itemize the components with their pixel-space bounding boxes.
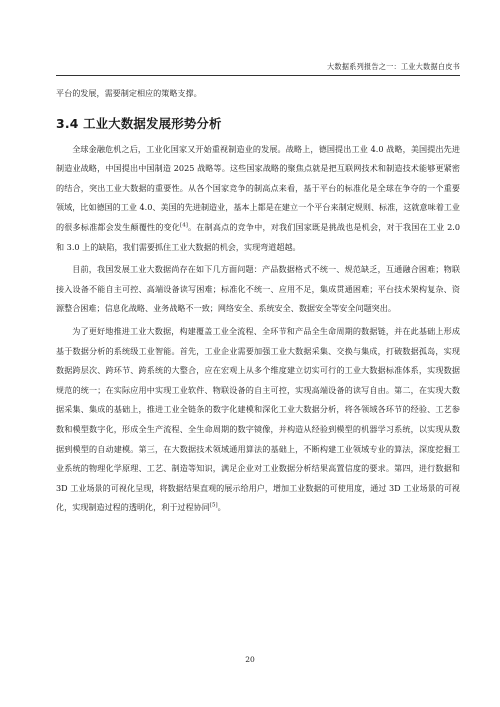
paragraph-1-text: 全球金融危机之后，工业化国家又开始重视制造业的发展。战略上，德国提出工业 4.0 战略，美国提出先进制造业战略，中国提出中国制造 2025 战略等。这些国家战略的聚焦点就是把互联网技术和制造技术能够更紧密的结合，突出工业大数据的重要性。从各个国家竞争的制高点来看，基于平台的标准化是全球在争夺的一个重要领域，比如德国的工业 4.0、美国的先进制造业，基本上都是在建立一个平台来制定规则、标准，这就意味着工业的很多标准都会发生颠覆性的变化: [56, 143, 460, 232]
section-heading: 3.4 工业大数据发展形势分析: [56, 115, 222, 131]
paragraph-1: [56, 140, 460, 258]
paragraph-1-text-end: 。在制高点的竞争中，对我们国家既是挑战也是机会，对于我国在工业 2.0 和 3.0 上的缺陷，我们需要抓住工业大数据的机会，实现弯道超越。: [56, 221, 460, 252]
intro-line: 平台的发展，需要制定相应的策略支撑。: [56, 88, 202, 98]
paragraph-3: [56, 322, 460, 518]
paragraph-3-text-end: 。: [217, 502, 226, 513]
paragraph-3-text: 为了更好地推进工业大数据，构建覆盖工业全流程、全环节和产品全生命周期的数据链，并在此基础上形成基于数据分析的系统级工业智能。首先，工业企业需要加强工业大数据采集、交换与集成，打破数据孤岛，实现数据跨层次、跨环节、跨系统的大整合，应在宏观上从多个维度建立切实可行的工业大数据标准体系，实现数据规范的统一；在实际应用中实现工业软件、物联设备的自主可控，实现高端设备的读写自由。第二，在实现大数据采集、集成的基础上，推进工业全链条的数字化建模和深化工业大数据分析，将各领域各环节的经验、工艺参数和模型数字化，形成全生产流程、全生命周期的数字镜像，并构造从经验到模型的机器学习系统，以实现从数据到模型的自动建模。第三，在大数据技术领域通用算法的基础上，不断构建工业领域专业的算法，深度挖掘工业系统的物理化学原理、工艺、制造等知识，满足企业对工业数据分析结果高置信度的要求。第四，进行数据和 3D 工业场景的可视化呈现，将数据结果直观的展示给用户，增加工业数据的可使用度，通过 3D 工业场景的可视化，实现制造过程的透明化，利于过程协同: [56, 325, 460, 513]
page-number: 20: [245, 655, 255, 664]
header-divider: [56, 75, 460, 76]
citation-5: [5]: [209, 502, 218, 509]
paragraph-2: 目前，我国发展工业大数据尚存在如下几方面问题：产品数据格式不统一、规范缺乏，互通融合困难；物联接入设备不能自主可控、高端设备读写困难；标准化不统一、应用不足，集成贯通困难；平台技术架构复杂、资源整合困难；信息化战略、业务战略不一致；网络安全、系统安全、数据安全等安全问题突出。: [56, 264, 460, 314]
page-body: [56, 84, 460, 518]
citation-4: [4]: [180, 222, 188, 229]
running-header: 大数据系列报告之一：工业大数据白皮书: [327, 62, 460, 71]
